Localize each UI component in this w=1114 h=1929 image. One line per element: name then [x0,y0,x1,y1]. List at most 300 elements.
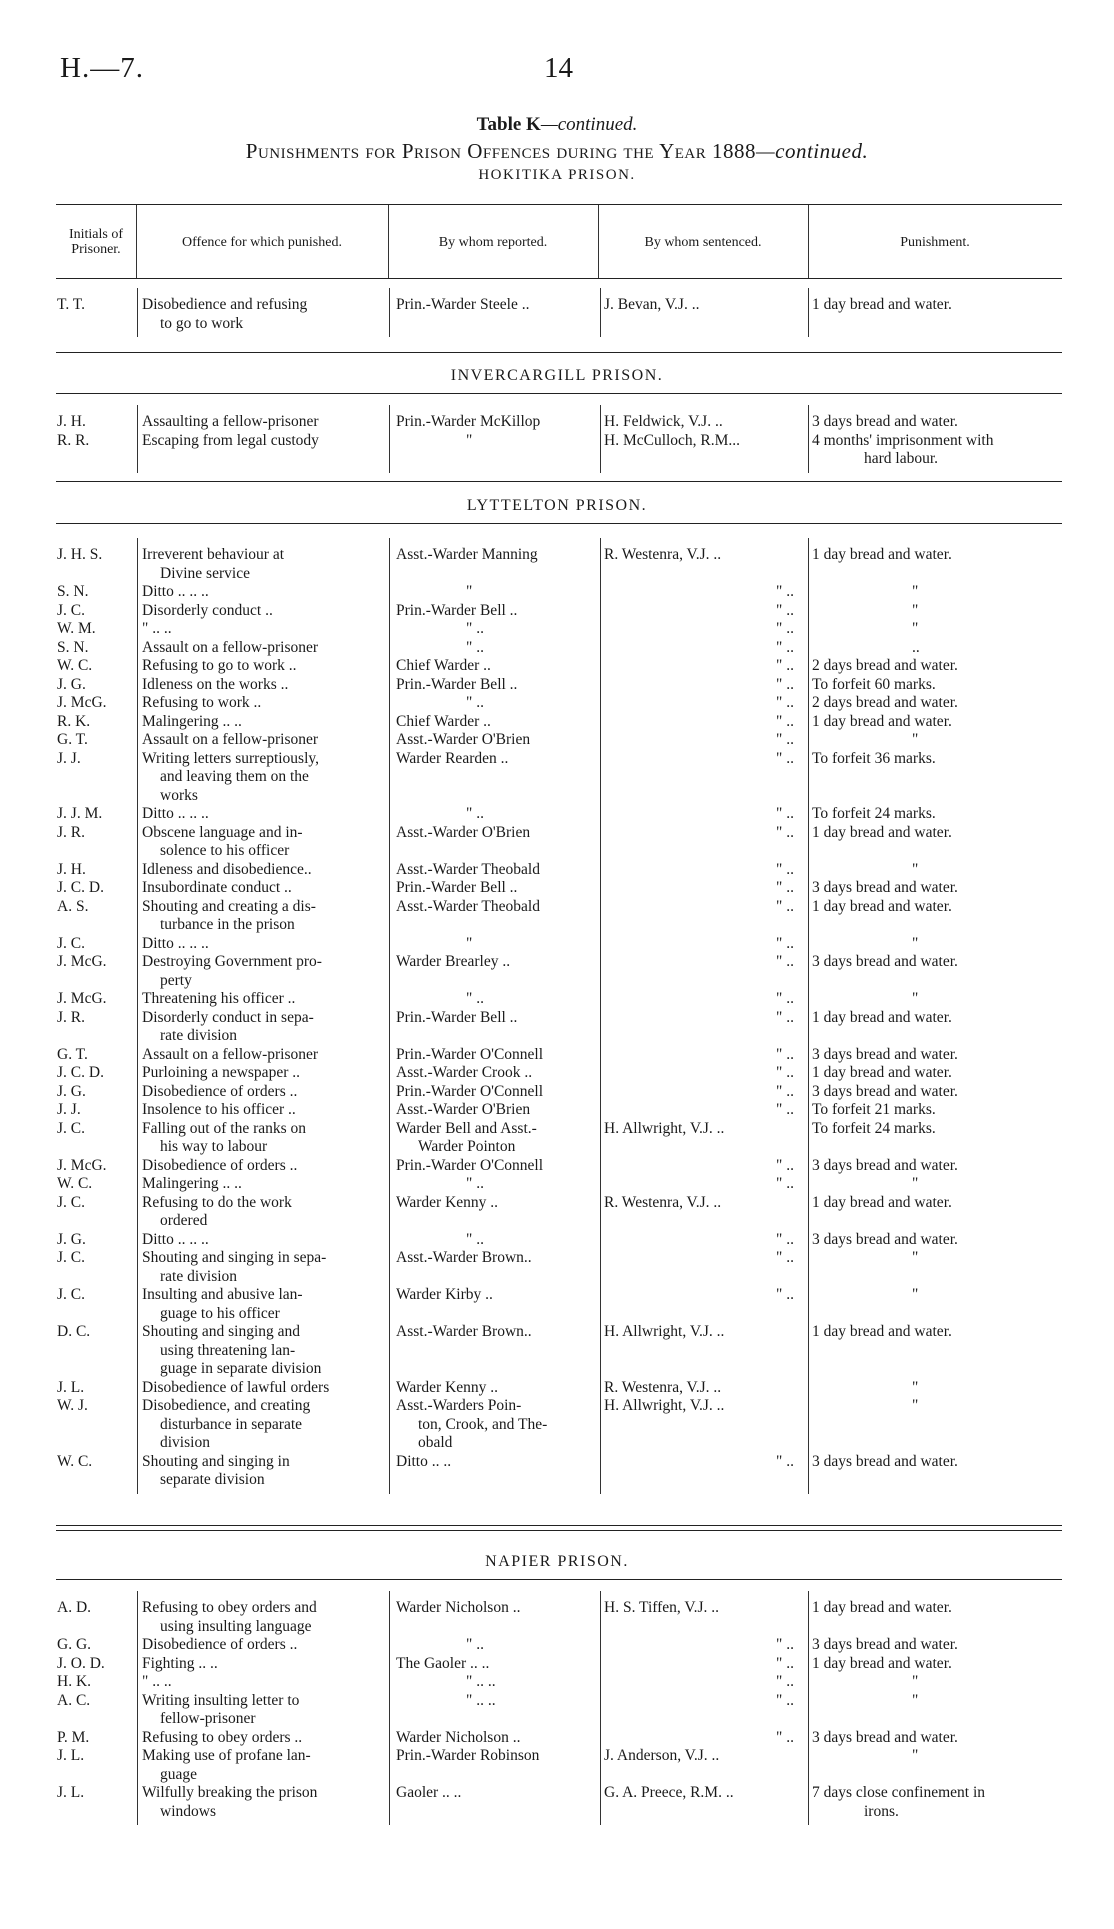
offence-line: Idleness and disobedience.. [142,860,312,878]
offence-cell [142,1101,380,1120]
offence-line: Refusing to do the work [142,1193,292,1211]
reported-by-line: " .. .. [466,1691,496,1709]
col-head-sentenced: By whom sentenced. [644,234,762,250]
offence-line: his way to labour [160,1138,268,1155]
sentenced-by: " .. [776,805,794,822]
offence-line: solence to his officer [160,842,290,859]
offence-line: Refusing to work .. [142,694,262,711]
punishment-cell [812,676,1062,695]
column-rule [808,1591,809,1825]
reported-by-cell [396,1692,596,1711]
offence-cell [142,1175,380,1194]
offence-line: Irreverent behaviour at [142,546,285,563]
reported-by-cell [396,824,596,843]
offence-line: Idleness on the works .. [142,675,289,693]
offence-line: Escaping from legal custody [142,431,319,449]
offence-line: Writing insulting letter to [142,1691,300,1709]
prisoner-initials: J. L. [57,1784,85,1801]
reported-by-cell [396,1120,596,1157]
prisoner-initials: R. R. [57,431,90,449]
reported-by-cell [396,861,596,880]
reported-by-line: Warder Kirby .. [396,1286,493,1303]
punishment-cell [812,1249,1062,1268]
column-rule [388,205,389,278]
sentenced-by: H. McCulloch, R.M... [604,431,741,449]
reported-by-line: Prin.-Warder McKillop [396,413,541,430]
punishment-line: 3 days bread and water. [812,1636,958,1653]
sentenced-by: " .. [776,1082,794,1100]
offence-cell [142,1286,380,1323]
offence-cell [142,1083,380,1102]
reported-by-cell [396,1046,596,1065]
column-headers [56,208,1062,276]
punishment-cell [812,1194,1062,1213]
reported-by-cell [396,1747,596,1766]
reported-by-cell [396,1655,596,1674]
reported-by-cell [396,639,596,658]
sentenced-by: " .. [776,897,794,915]
offence-line: Falling out of the ranks on [142,1119,307,1137]
punishment-cell [812,1655,1062,1674]
section-rule [56,1530,1062,1531]
sentenced-by: " .. [776,879,794,896]
punishment-line: " [912,1378,919,1396]
sentenced-by: " .. [776,1008,794,1026]
column-rule [389,405,390,473]
reported-by-cell [396,1636,596,1655]
reported-by-cell [396,1323,596,1342]
sentenced-by: " .. [776,1636,794,1653]
offence-cell [142,1453,380,1490]
punishment-line: " [912,1691,919,1709]
offence-cell [142,1009,380,1046]
reported-by-line: " .. .. [466,1673,496,1690]
offence-line: Wilfully breaking the prison [142,1784,318,1801]
reported-by-line: Warder Bell and Asst.- [396,1119,537,1137]
reported-by-cell [396,1101,596,1120]
punishment-line: 3 days bread and water. [812,1082,958,1100]
offence-line: Ditto .. .. .. [142,805,209,822]
column-rule [808,288,809,337]
punishment-line: 1 day bread and water. [812,897,952,915]
offence-line: Threatening his officer .. [142,990,296,1007]
offence-line: and leaving them on the [160,768,309,785]
prisoner-initials: J. H. [57,860,86,878]
offence-cell [142,824,380,861]
reported-by-line: Asst.-Warder Brown.. [396,1323,532,1340]
punishment-cell [812,639,1062,658]
reported-by-line: Asst.-Warders Poin- [396,1397,522,1414]
punishment-line: 3 days bread and water. [812,413,958,430]
offence-cell [142,898,380,935]
prisoner-initials: J. C. [57,1193,85,1211]
sentenced-by: " .. [776,620,794,637]
reported-by-cell [396,1673,596,1692]
col-head-punishment: Punishment. [900,234,970,250]
sentenced-by: H. Allwright, V.J. .. [604,1323,725,1340]
punishment-line: " [912,1397,919,1414]
punishment-line: " [912,620,919,637]
sentenced-by: R. Westenra, V.J. .. [604,1193,722,1211]
reported-by-line: Prin.-Warder Bell .. [396,1008,518,1026]
section-rule [56,1525,1062,1526]
prisoner-initials: J. McG. [57,694,107,711]
offence-line: Disobedience, and creating [142,1397,311,1414]
reported-by-cell [396,1729,596,1748]
offence-line: division [160,1434,210,1451]
offence-line: perty [160,971,192,989]
punishment-line: hard labour. [864,450,939,467]
offence-cell [142,713,380,732]
prisoner-initials: D. C. [57,1323,91,1340]
offence-line: Shouting and singing in sepa- [142,1249,327,1266]
column-rule [389,288,390,337]
offence-line: Making use of profane lan- [142,1747,311,1764]
prisoner-initials: J. J. [57,749,81,767]
punishment-cell [812,1397,1062,1416]
reported-by-cell [396,1009,596,1028]
page-number: 14 [544,52,573,84]
punishment-cell [812,657,1062,676]
offence-line: Refusing to go to work .. [142,657,297,674]
offence-line: Ditto .. .. .. [142,934,209,952]
punishment-line: 3 days bread and water. [812,953,958,970]
reported-by-cell [396,1397,596,1453]
offence-line: Purloining a newspaper .. [142,1064,300,1081]
page-header [0,52,1114,92]
punishment-line: 3 days bread and water. [812,1452,958,1470]
reported-by-line: Prin.-Warder Steele .. [396,296,530,313]
offence-cell [142,657,380,676]
punishment-cell [812,296,1062,315]
offence-line: Disobedience and refusing [142,296,308,313]
col-head-reported: By whom reported. [438,234,548,250]
sentenced-by: H. Allwright, V.J. .. [604,1119,725,1137]
punishment-cell [812,1064,1062,1083]
punishment-line: " [912,1747,919,1764]
punishment-cell [812,1046,1062,1065]
reported-by-cell [396,953,596,972]
offence-cell [142,602,380,621]
punishment-line: 3 days bread and water. [812,1230,958,1248]
offence-cell [142,1194,380,1231]
reported-by-line: Asst.-Warder O'Brien [396,1101,531,1118]
column-rule [600,288,601,337]
offence-cell [142,1397,380,1453]
punishment-cell [812,713,1062,732]
sentenced-by: " .. [776,638,794,656]
offence-line: fellow-prisoner [160,1710,256,1727]
punishment-cell [812,898,1062,917]
offence-line: Insolence to his officer .. [142,1101,296,1118]
table-title: Table K—continued. [476,114,638,135]
column-rule [389,538,390,1494]
reported-by-cell [396,1064,596,1083]
reported-by-line: Chief Warder .. [396,712,491,730]
column-rule [808,205,809,278]
punishment-cell [812,1673,1062,1692]
offence-line: guage in separate division [160,1360,322,1377]
column-rule [600,1591,601,1825]
section-title: LYTTELTON PRISON. [466,497,648,514]
punishment-line: 1 day bread and water. [812,1008,952,1026]
punishment-cell [812,546,1062,565]
punishment-line: " [912,1673,919,1690]
offence-line: " .. .. [142,620,172,637]
column-rule [600,405,601,473]
punishment-line: To forfeit 24 marks. [812,805,936,822]
prisoner-initials: J. McG. [57,953,107,970]
offence-cell [142,296,380,333]
sentenced-by: " .. [776,1249,794,1266]
offence-cell [142,1729,380,1748]
reported-by-line: Prin.-Warder O'Connell [396,1045,544,1063]
section-title: NAPIER PRISON. [485,1553,629,1570]
reported-by-cell [396,1784,596,1803]
punishment-cell [812,1101,1062,1120]
offence-line: rate division [160,1027,238,1044]
punishment-cell [812,1599,1062,1618]
sentenced-by: " .. [776,1452,794,1470]
section-title: INVERCARGILL PRISON. [450,367,664,384]
punishment-line: " [912,1175,919,1192]
reported-by-line: Prin.-Warder Bell .. [396,675,518,693]
offence-line: using threatening lan- [160,1341,296,1359]
sentenced-by: " .. [776,953,794,970]
reported-by-line: " .. [466,694,484,711]
sentenced-by: " .. [776,1691,794,1709]
offence-cell [142,1231,380,1250]
punishment-cell [812,583,1062,602]
sentenced-by: " .. [776,1654,794,1672]
punishment-line: 3 days bread and water. [812,1045,958,1063]
offence-line: to go to work [160,314,244,332]
sentenced-by: H. S. Tiffen, V.J. .. [604,1599,720,1616]
column-rule [137,538,138,1494]
sentenced-by: " .. [776,1045,794,1063]
punishment-line: .. [912,638,920,656]
sentenced-by: G. A. Preece, R.M. .. [604,1784,734,1801]
sentenced-by: R. Westenra, V.J. .. [604,546,722,563]
offence-line: " .. .. [142,1673,172,1690]
punishment-cell [812,413,1062,432]
prisoner-initials: W. J. [57,1397,88,1414]
offence-line: ordered [160,1212,208,1229]
sentenced-by: " .. [776,1673,794,1690]
offence-line: Disobedience of orders .. [142,1082,298,1100]
prisoner-initials: G. G. [57,1636,92,1653]
punishment-cell [812,1175,1062,1194]
reported-by-cell [396,1249,596,1268]
document-code: H.—7. [60,52,144,84]
punishment-line: To forfeit 24 marks. [812,1119,936,1137]
offence-line: guage to his officer [160,1304,280,1322]
punishment-line: " [912,1249,919,1266]
reported-by-cell [396,620,596,639]
prisoner-initials: A. C. [57,1691,91,1709]
reported-by-line: " .. [466,990,484,1007]
prisoner-initials: J. McG. [57,1156,107,1174]
punishment-line: 1 day bread and water. [812,546,952,563]
prisoner-initials: J. H. S. [57,546,103,563]
sentenced-by: " .. [776,860,794,878]
offence-line: Malingering .. .. [142,712,242,730]
sentenced-by: " .. [776,1064,794,1081]
punishment-line: To forfeit 21 marks. [812,1101,936,1118]
offence-cell [142,1323,380,1379]
column-rule [137,405,138,473]
sentenced-by: H. Allwright, V.J. .. [604,1397,725,1414]
punishment-cell [812,1747,1062,1766]
offence-line: Assault on a fellow-prisoner [142,638,319,656]
sentenced-by: " .. [776,823,794,841]
offence-cell [142,1599,380,1636]
punishment-cell [812,1379,1062,1398]
reported-by-line: Prin.-Warder Bell .. [396,601,518,619]
sentenced-by: " .. [776,1286,794,1303]
sentenced-by: " .. [776,1101,794,1118]
offence-cell [142,731,380,750]
section-rule [56,523,1062,524]
punishment-line: 7 days close confinement in [812,1784,986,1801]
punishment-line: 3 days bread and water. [812,1156,958,1174]
punishment-cell [812,602,1062,621]
reported-by-line: Warder Nicholson .. [396,1599,521,1616]
prisoner-initials: J. C. [57,934,85,952]
offence-cell [142,1064,380,1083]
punishment-cell [812,1729,1062,1748]
reported-by-line: Asst.-Warder O'Brien [396,731,531,748]
column-rule [598,205,599,278]
punishment-cell [812,750,1062,769]
punishment-cell [812,1009,1062,1028]
offence-cell [142,750,380,806]
prisoner-initials: W. C. [57,1452,93,1470]
prisoner-initials: A. S. [57,897,89,915]
sentenced-by: " .. [776,601,794,619]
offence-line: Refusing to obey orders and [142,1599,317,1616]
sentenced-by: H. Feldwick, V.J. .. [604,413,723,430]
punishment-line: 1 day bread and water. [812,1654,952,1672]
prisoner-initials: G. T. [57,1045,88,1063]
prisoner-initials: J. H. [57,413,86,430]
offence-line: Insubordinate conduct .. [142,879,292,896]
col-head-offence: Offence for which punished. [182,234,342,250]
section-rule [56,352,1062,353]
reported-by-cell [396,750,596,769]
reported-by-line: The Gaoler .. .. [396,1654,490,1672]
offence-line: Shouting and singing and [142,1323,301,1340]
prisoner-initials: J. C. [57,601,85,619]
punishment-line: " [912,934,919,952]
punishment-cell [812,1323,1062,1342]
reported-by-line: Prin.-Warder O'Connell [396,1082,544,1100]
offence-line: works [160,786,198,804]
prisoner-initials: J. R. [57,1008,85,1026]
column-rule [808,405,809,473]
punishment-line: 3 days bread and water. [812,879,958,896]
punishment-line: " [912,990,919,1007]
prisoner-initials: J. L. [57,1378,85,1396]
reported-by-cell [396,1194,596,1213]
offence-line: Assault on a fellow-prisoner [142,1045,319,1063]
column-rule [136,205,137,278]
offence-cell [142,1655,380,1674]
offence-line: Assault on a fellow-prisoner [142,731,319,748]
reported-by-cell [396,935,596,954]
reported-by-cell [396,805,596,824]
reported-by-cell [396,1379,596,1398]
reported-by-cell [396,1453,596,1472]
reported-by-cell [396,676,596,695]
offence-cell [142,1692,380,1729]
offence-line: Ditto .. .. .. [142,1230,209,1248]
reported-by-cell [396,731,596,750]
offence-cell [142,1747,380,1784]
offence-cell [142,639,380,658]
punishment-cell [812,1453,1062,1472]
section-rule [56,1579,1062,1580]
reported-by-line: Asst.-Warder Theobald [396,897,540,915]
punishment-cell [812,1120,1062,1139]
offence-cell [142,953,380,990]
prisoner-initials: J. G. [57,675,86,693]
prisoner-initials: W. M. [57,620,96,637]
sentenced-by: " .. [776,657,794,674]
offence-line: Disorderly conduct .. [142,601,273,619]
offence-cell [142,694,380,713]
punishment-line: 1 day bread and water. [812,1064,952,1081]
prisoner-initials: A. D. [57,1599,92,1616]
offence-line: Refusing to obey orders .. [142,1728,303,1746]
reported-by-line: Prin.-Warder O'Connell [396,1156,544,1174]
prisoner-initials: H. K. [57,1673,92,1690]
reported-by-line: " .. [466,620,484,637]
reported-by-line: Asst.-Warder Brown.. [396,1249,532,1266]
reported-by-line: Chief Warder .. [396,657,491,674]
column-rule [137,1591,138,1825]
reported-by-line: " [466,583,473,600]
sentenced-by: R. Westenra, V.J. .. [604,1378,722,1396]
offence-line: Disobedience of orders .. [142,1636,298,1653]
punishment-cell [812,432,1062,469]
sentenced-by: " .. [776,731,794,748]
sentenced-by: " .. [776,583,794,600]
reported-by-line: Warder Kenny .. [396,1193,499,1211]
column-rule [389,1591,390,1825]
punishment-cell [812,879,1062,898]
punishment-cell [812,731,1062,750]
reported-by-cell [396,602,596,621]
offence-cell [142,805,380,824]
prisoner-initials: J. R. [57,823,85,841]
offence-cell [142,1379,380,1398]
offence-line: Writing letters surreptiously, [142,749,320,767]
offence-line: rate division [160,1267,238,1285]
prisoner-initials: J. C. D. [57,1064,104,1081]
offence-line: Ditto .. .. .. [142,583,209,600]
offence-line: separate division [160,1471,265,1488]
reported-by-line: " [466,934,473,952]
punishment-line: To forfeit 60 marks. [812,675,936,693]
reported-by-line: Warder Rearden .. [396,749,509,767]
offence-cell [142,583,380,602]
offence-line: Disobedience of orders .. [142,1156,298,1174]
reported-by-line: Prin.-Warder Bell .. [396,879,518,896]
prisoner-initials: G. T. [57,731,88,748]
offence-cell [142,1157,380,1176]
punishment-line: " [912,860,919,878]
